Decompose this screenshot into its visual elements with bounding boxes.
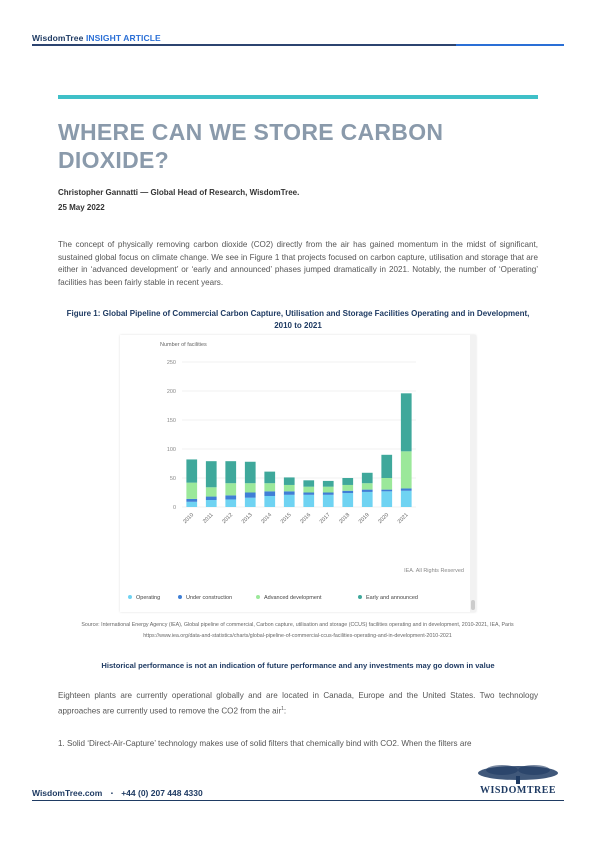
article-title: WHERE CAN WE STORE CARBON DIOXIDE?: [58, 119, 444, 173]
article-date: 25 May 2022: [58, 203, 105, 212]
footer-website[interactable]: WisdomTree.com: [32, 788, 103, 798]
footer-contact: [32, 788, 203, 798]
y-axis-label: Number of facilities: [160, 342, 207, 348]
bar-segment[interactable]: [323, 493, 334, 495]
bar-segment[interactable]: [342, 493, 353, 507]
bar-segment[interactable]: [401, 488, 412, 490]
x-tick-label: 2018: [338, 512, 352, 526]
legend-label[interactable]: Advanced development: [264, 595, 322, 601]
chart-scrollbar[interactable]: [470, 335, 476, 612]
body-paragraph-3: 1. Solid ‘Direct-Air-Capture’ technology makes use of solid filters that chemically bind with CO2. When the filters are: [58, 739, 472, 748]
bar-segment[interactable]: [381, 490, 392, 492]
chart-scrollbar-thumb[interactable]: [471, 600, 475, 610]
bar-segment[interactable]: [342, 478, 353, 485]
bar-segment[interactable]: [381, 491, 392, 507]
x-tick-label: 2019: [357, 512, 371, 526]
bar-segment[interactable]: [264, 491, 275, 496]
header-brand: [32, 33, 161, 43]
y-tick-label: 150: [166, 418, 176, 424]
y-tick-label: 200: [166, 389, 176, 395]
bar-segment[interactable]: [362, 490, 373, 492]
bar-segment[interactable]: [401, 393, 412, 451]
article-author: Christopher Gannatti — Global Head of Research, WisdomTree.: [58, 188, 300, 197]
bar-segment[interactable]: [264, 483, 275, 491]
body-paragraph-2-end: :: [283, 706, 287, 716]
footer-divider: [32, 800, 564, 801]
legend-marker[interactable]: [128, 595, 132, 599]
x-tick-label: 2011: [202, 512, 215, 525]
bar-segment[interactable]: [186, 483, 197, 499]
header-divider-accent: [456, 44, 564, 46]
bar-segment[interactable]: [362, 483, 373, 489]
x-tick-label: 2014: [260, 512, 274, 526]
footer-separator: ▪: [110, 790, 113, 797]
footnote-ref[interactable]: 1: [281, 705, 284, 712]
bar-segment[interactable]: [186, 459, 197, 482]
bar-segment[interactable]: [186, 499, 197, 502]
title-accent-bar: [58, 95, 538, 99]
y-tick-label: 100: [166, 447, 176, 453]
y-tick-label: 250: [166, 360, 176, 366]
bar-segment[interactable]: [186, 502, 197, 507]
bar-segment[interactable]: [323, 487, 334, 493]
bar-segment[interactable]: [362, 492, 373, 507]
bar-segment[interactable]: [206, 461, 217, 487]
bar-segment[interactable]: [284, 491, 295, 494]
figure-source: Source: International Energy Agency (IEA), Global pipeline of commercial, Carbon capture, utilisation and storage (CCUS) facilities operating and in development, 2010-2021, IEA, Paris https://www.iea.org/data-and-statistics/charts/global-pipeline-of-commercial-ccus-facilities-operating-and-in-development-2010-2021: [81, 622, 514, 639]
bar-segment[interactable]: [342, 485, 353, 491]
bar-segment[interactable]: [245, 493, 256, 498]
bar-segment[interactable]: [264, 472, 275, 484]
x-tick-label: 2012: [221, 512, 235, 526]
x-tick-label: 2016: [299, 512, 313, 526]
bar-segment[interactable]: [245, 498, 256, 507]
x-tick-label: 2010: [182, 512, 196, 526]
legend-label[interactable]: Operating: [136, 595, 161, 601]
bar-segment[interactable]: [303, 495, 314, 507]
bar-segment[interactable]: [206, 500, 217, 507]
bar-segment[interactable]: [323, 481, 334, 487]
bar-segment[interactable]: [303, 493, 314, 495]
bar-segment[interactable]: [381, 478, 392, 490]
wisdomtree-logo-wordmark: WISDOMTREE: [479, 785, 557, 796]
x-tick-label: 2021: [396, 512, 410, 526]
bar-segment[interactable]: [245, 462, 256, 483]
bar-segment[interactable]: [342, 491, 353, 493]
bar-segment[interactable]: [225, 461, 236, 483]
bar-segment[interactable]: [245, 483, 256, 492]
y-tick-label: 0: [172, 505, 176, 511]
chart-copyright-annotation: IEA. All Rights Reserved: [404, 568, 464, 574]
stacked-bar-chart: [120, 335, 476, 612]
legend-marker[interactable]: [256, 595, 260, 599]
header-divider: [32, 44, 456, 46]
section-label: INSIGHT ARTICLE: [85, 33, 161, 43]
bar-segment[interactable]: [206, 487, 217, 496]
bar-segment[interactable]: [303, 480, 314, 486]
legend-label[interactable]: Under construction: [186, 595, 233, 601]
bar-segment[interactable]: [284, 495, 295, 507]
bar-segment[interactable]: [284, 485, 295, 491]
legend-marker[interactable]: [178, 595, 182, 599]
intro-paragraph: The concept of physically removing carbon dioxide (CO2) directly from the air has gained momentum in the midst of significant, sustained global focus on climate change. We see in Figure 1 that projects focused on carbon capture, utilisation and storage that are either in ‘advanced development’ or ‘early and announced’ phases jumped dramatically in 2021. Notably, the number of ‘Operating’ facilities has been fairly stable in recent years.: [58, 240, 538, 287]
bar-segment[interactable]: [303, 487, 314, 493]
x-tick-label: 2020: [377, 512, 391, 526]
x-tick-label: 2013: [240, 512, 254, 526]
body-paragraph-2: [58, 690, 538, 718]
bar-segment[interactable]: [401, 451, 412, 488]
bar-segment[interactable]: [225, 499, 236, 507]
bar-segment[interactable]: [225, 495, 236, 499]
bar-segment[interactable]: [206, 497, 217, 500]
bar-segment[interactable]: [323, 495, 334, 507]
figure-title: Figure 1: Global Pipeline of Commercial Carbon Capture, Utilisation and Storage Facilities Operating and in Development, 2010 to 2021: [66, 309, 530, 330]
x-tick-label: 2015: [279, 512, 293, 526]
x-tick-label: 2017: [318, 512, 332, 526]
bar-segment[interactable]: [381, 455, 392, 478]
legend-marker[interactable]: [358, 595, 362, 599]
chart-container: [120, 335, 476, 612]
brand-name: WisdomTree: [32, 33, 84, 43]
performance-disclaimer: Historical performance is not an indication of future performance and any investments may go down in value: [101, 661, 495, 670]
bar-segment[interactable]: [264, 496, 275, 507]
bar-segment[interactable]: [362, 473, 373, 483]
bar-segment[interactable]: [225, 483, 236, 495]
body-paragraph-2-text: Eighteen plants are currently operational globally and are located in Canada, Europe and the United States. Two technology approaches are currently used to remove the CO2 from the air: [58, 691, 538, 716]
y-tick-label: 50: [169, 476, 176, 482]
footer-phone: +44 (0) 207 448 4330: [121, 788, 203, 798]
bar-segment[interactable]: [401, 491, 412, 507]
bar-segment[interactable]: [284, 477, 295, 485]
legend-label[interactable]: Early and announced: [366, 595, 418, 601]
